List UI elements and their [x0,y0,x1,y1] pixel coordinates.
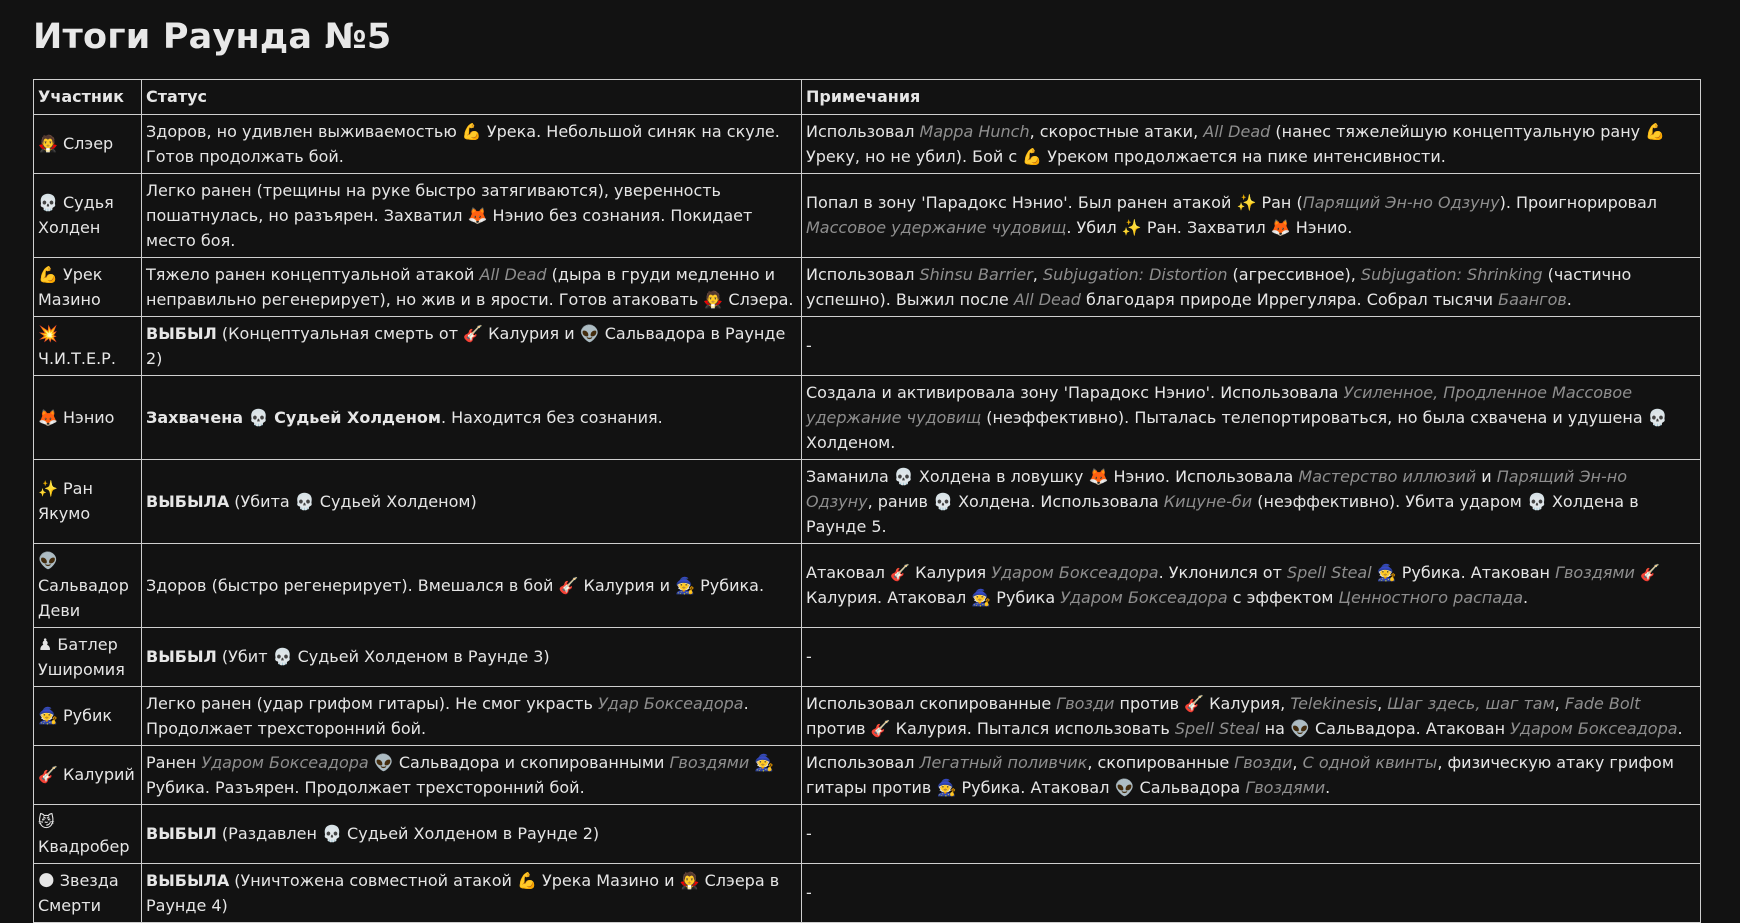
cell-text: 🌑 Звезда Смерти [38,870,119,915]
table-row [34,627,1701,686]
ability-name: Ценностного распада [1338,588,1524,607]
cell-text: , [1292,752,1303,772]
cell-participant [34,114,142,173]
cell-text: . Находится без сознания. [440,407,663,427]
cell-text: ♟ Батлер Уширомия [38,634,125,679]
cell-participant [34,543,142,627]
ability-name: Массовое удержание чудовищ [806,218,1067,237]
ability-name: Ударом Боксеадора [201,752,369,772]
table-row [34,114,1701,173]
ability-name: Ударом Боксеадора [991,563,1159,582]
status-emphasis: ВЫБЫЛА [146,491,230,511]
cell-notes [802,459,1701,543]
ability-name: С одной квинты [1302,752,1438,772]
cell-text: (частично успешно). Выжил после [806,264,1632,309]
cell-text: (Раздавлен 💀 Судьей Холденом в Раунде 2) [216,824,600,843]
cell-participant [34,627,142,686]
status-emphasis: ВЫБЫЛ [146,824,217,843]
cell-participant [34,459,142,543]
cell-text: против 🎸 Калурия, [1114,693,1291,713]
table-body [34,114,1701,922]
table-row [34,459,1701,543]
cell-notes [802,375,1701,459]
table-row [34,375,1701,459]
cell-notes [802,543,1701,627]
page-title: Итоги Раунда №5 [33,17,392,57]
cell-text: . Уклонился от [1158,563,1287,582]
cell-text: (неэффективно). Пыталась телепортироваться, но была схвачена и удушена 💀 Холденом. [806,407,1668,452]
cell-text: , [1377,693,1388,713]
cell-status [142,745,802,804]
table-row [34,173,1701,257]
cell-text: ). Проигнорировал [1499,193,1657,212]
table-row [34,686,1701,745]
status-emphasis: Захвачена 💀 Судьей Холденом [146,407,441,427]
cell-text: Заманила 💀 Холдена в ловушку 🦊 Нэнио. Использовала [806,466,1299,486]
cell-participant [34,316,142,375]
ability-name: Баангов [1498,289,1567,309]
cell-participant [34,745,142,804]
cell-text: 🧛 [38,134,58,153]
cell-notes [802,257,1701,316]
cell-participant [34,804,142,863]
cell-text: - [806,647,812,666]
ability-name: Парящий Эн-но Одзуну [806,466,1627,511]
cell-notes [802,114,1701,173]
ability-name: Гвоздями [1555,563,1635,582]
cell-text: 🎸 Калурий [38,765,135,784]
cell-text: ✨ Ран Якумо [38,479,93,523]
cell-participant [34,686,142,745]
ability-name: Гвоздями [669,752,750,772]
cell-text: (Убит 💀 Судьей Холденом в Раунде 3) [216,647,550,666]
ability-name: Гвозди [1234,752,1293,772]
cell-notes [802,863,1701,922]
ability-name: All Dead [1013,289,1081,309]
ability-name: Spell Steal [1174,718,1260,738]
cell-text: (дыра в груди медленно и неправильно регенерирует), но жив и в ярости. Готов атаковать 🧛 Слэера. [146,264,794,309]
ability-name: All Dead [1203,121,1271,141]
cell-text: на 👽 Сальвадора. Атакован [1259,718,1511,738]
table-row [34,543,1701,627]
cell-text: 🧙 Рубика. Атакован [1371,563,1556,582]
cell-text: 😼 Квадробер [38,811,130,856]
ability-name: Гвоздями [1245,777,1326,797]
cell-text: - [806,336,812,355]
cell-status [142,375,802,459]
table-header-row [34,79,1701,114]
cell-text: . Продолжает трехсторонний бой. [146,693,749,738]
cell-text: - [806,883,812,902]
cell-status [142,459,802,543]
cell-notes [802,627,1701,686]
cell-text: . [1325,777,1331,797]
cell-text: Тяжело ранен концептуальной атакой [146,264,480,284]
cell-text: Легко ранен (удар грифом гитары). Не смог украсть [146,693,599,713]
cell-text: (агрессивное), [1227,264,1361,284]
cell-text: 🦊 Нэнио [38,407,115,427]
cell-text: 🧙 Рубик [38,706,113,725]
cell-notes [802,745,1701,804]
cell-text: против 🎸 Калурия. Пытался использовать [806,718,1175,738]
cell-text: . [1566,289,1572,309]
cell-text: Здоров (быстро регенерирует). Вмешался в бой 🎸 Калурия и 🧙 Рубика. [146,575,765,595]
cell-text: Легко ранен (трещины на руке быстро затягиваются), уверенность пошатнулась, но разъярен. Захватил 🦊 Нэнио без сознания. Покидает место боя. [146,180,753,250]
cell-text: Атаковал 🎸 Калурия [806,563,992,582]
cell-status [142,257,802,316]
cell-text: , скопированные [1087,752,1235,772]
ability-name: Усиленное, Продленное Массовое удержание чудовищ [806,382,1633,427]
ability-name: Spell Steal [1287,563,1372,582]
cell-text: Слэер [57,134,114,153]
cell-text: 💪 Урек Мазино [38,264,103,309]
cell-text: 👽 Сальвадор Деви [38,550,129,620]
cell-text: 🧙 Рубика. Разъярен. Продолжает трехсторонний бой. [146,752,775,797]
table-row [34,863,1701,922]
ability-name: Удар Боксеадора [598,693,744,713]
cell-text: , скоростные атаки, [1029,121,1204,141]
ability-name: Subjugation: Distortion [1042,264,1228,284]
cell-text: с эффектом [1227,588,1339,607]
cell-text: 💥 Ч.И.Т.Е.Р. [38,323,116,368]
cell-participant [34,173,142,257]
ability-name: Fade Bolt [1564,693,1641,713]
ability-name: Парящий Эн-но Одзуну [1302,193,1500,212]
ability-name: Subjugation: Shrinking [1360,264,1543,284]
cell-participant [34,257,142,316]
ability-name: Telekinesis [1290,693,1378,713]
cell-notes [802,686,1701,745]
cell-text: . [1523,588,1529,607]
table-row [34,316,1701,375]
cell-text: и [1476,466,1497,486]
cell-text: Создала и активировала зону 'Парадокс Нэнио'. Использовала [806,382,1344,402]
table-row [34,257,1701,316]
cell-text: Попал в зону 'Парадокс Нэнио'. Был ранен атакой ✨ Ран ( [806,193,1303,212]
cell-text: Использовал [806,121,920,141]
table-row [34,745,1701,804]
ability-name: Кицуне-би [1163,491,1253,511]
cell-text: Здоров, но удивлен выживаемостью 💪 Урека. Небольшой синяк на скуле. Готов продолжать бой. [146,121,780,166]
cell-text: Ранен [146,752,202,772]
status-emphasis: ВЫБЫЛ [146,647,217,666]
cell-text: (нанес тяжелейшую концептуальную рану 💪 Уреку, но не убил). Бой с 💪 Уреком продолжается на пике интенсивности. [806,121,1666,166]
cell-text: , [1554,693,1565,713]
cell-status [142,627,802,686]
cell-notes [802,804,1701,863]
ability-name: Легатный поливчик [919,752,1088,772]
cell-text: (Концептуальная смерть от 🎸 Калурия и 👽 Сальвадора в Раунде 2) [146,323,786,368]
ability-name: Shinsu Barrier [919,264,1033,284]
header-notes: Примечания [802,79,1701,114]
cell-text: (Убита 💀 Судьей Холденом) [229,491,477,511]
ability-name: Ударом Боксеадора [1510,718,1678,738]
cell-text: , физическую атаку грифом гитары против 🧙 Рубика. Атаковал 👽 Сальвадора [806,752,1674,797]
results-table [33,79,1701,923]
cell-status [142,543,802,627]
cell-status [142,686,802,745]
ability-name: Мастерство иллюзий [1298,466,1477,486]
cell-status [142,173,802,257]
cell-text: Использовал [806,752,920,772]
cell-participant [34,375,142,459]
status-emphasis: ВЫБЫЛА [146,870,230,890]
cell-status [142,804,802,863]
cell-text: 🎸 Калурия. Атаковал 🧙 Рубика [806,563,1660,607]
ability-name: Mappa Hunch [919,121,1030,141]
cell-text: Использовал скопированные [806,693,1057,713]
status-emphasis: ВЫБЫЛ [146,323,217,343]
ability-name: Шаг здесь, шаг там [1387,693,1555,713]
cell-status [142,863,802,922]
cell-text: благодаря природе Иррегуляра. Собрал тысячи [1080,289,1499,309]
cell-status [142,316,802,375]
cell-text: 💀 Судья Холден [38,193,114,237]
cell-text: (Уничтожена совместной атакой 💪 Урека Мазино и 🧛 Слэера в Раунде 4) [146,870,780,915]
cell-text: , [1032,264,1043,284]
header-status: Статус [142,79,802,114]
cell-text: - [806,824,812,843]
cell-text: Использовал [806,264,920,284]
cell-text: . [1677,718,1683,738]
cell-notes [802,316,1701,375]
cell-text: . Убил ✨ Ран. Захватил 🦊 Нэнио. [1066,218,1353,237]
cell-status [142,114,802,173]
cell-text: , ранив 💀 Холдена. Использовала [867,491,1164,511]
ability-name: Ударом Боксеадора [1060,588,1228,607]
cell-text: 👽 Сальвадора и скопированными [368,752,670,772]
ability-name: Гвозди [1056,693,1115,713]
table-row [34,804,1701,863]
header-participant: Участник [34,79,142,114]
ability-name: All Dead [479,264,547,284]
cell-participant [34,863,142,922]
cell-notes [802,173,1701,257]
cell-text: (неэффективно). Убита ударом 💀 Холдена в Раунде 5. [806,491,1639,536]
